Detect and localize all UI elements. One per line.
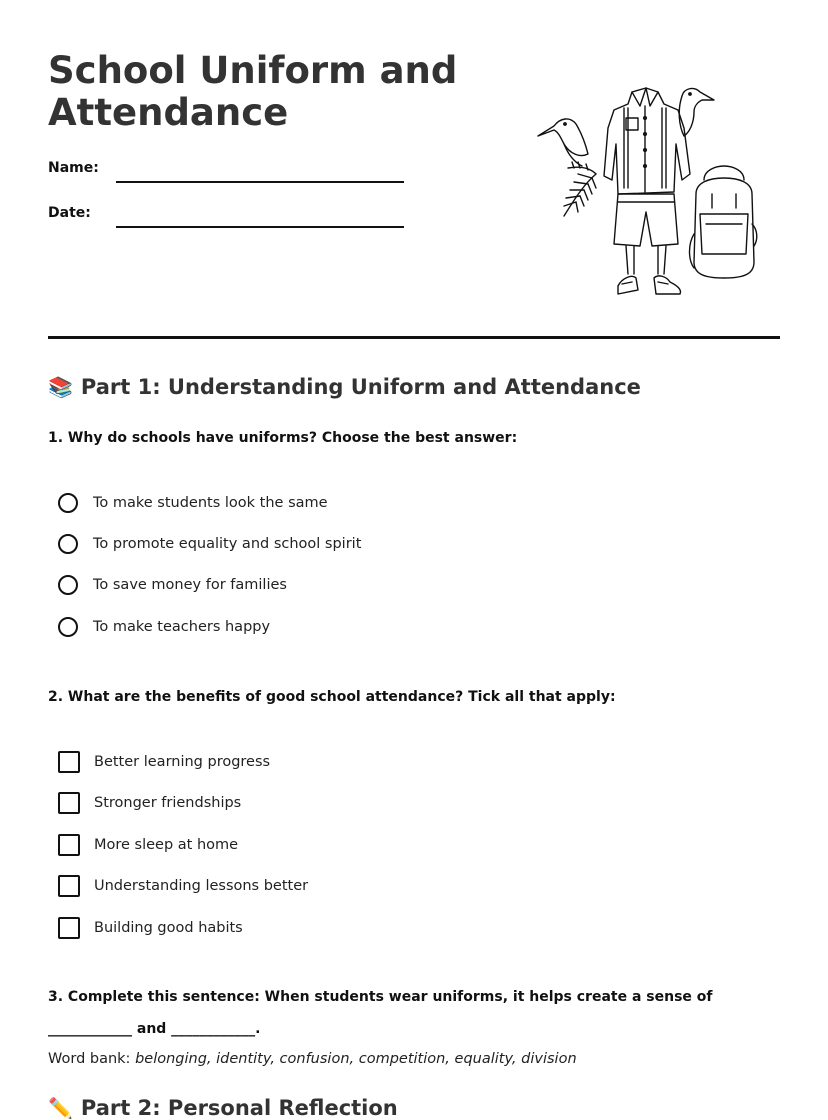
q2-option-1[interactable] [58, 750, 270, 774]
uniform-illustration [534, 84, 760, 306]
q1-option-2[interactable] [58, 532, 361, 556]
part1-heading [48, 375, 641, 399]
books-icon: 📚 [48, 375, 73, 399]
checkbox[interactable] [58, 751, 80, 773]
option-label: To save money for families [93, 577, 287, 593]
option-label: To promote equality and school spirit [93, 536, 362, 552]
q1-option-4[interactable] [58, 615, 270, 639]
option-label: To make teachers happy [93, 619, 271, 635]
pencil-icon: ✏️ [48, 1096, 73, 1120]
radio-button[interactable] [58, 575, 78, 595]
word-bank-label: Word bank: [48, 1051, 131, 1067]
q2-option-5[interactable] [58, 916, 243, 940]
option-label: Better learning progress [94, 754, 271, 770]
option-label: Understanding lessons better [94, 878, 309, 894]
q2-option-3[interactable] [58, 833, 238, 857]
divider [48, 336, 780, 339]
date-field[interactable] [116, 226, 404, 228]
question-3: 3. Complete this sentence: When students wear uniforms, it helps create a sense of ____________ and ____________. [48, 989, 713, 1037]
radio-button[interactable] [58, 534, 78, 554]
checkbox[interactable] [58, 792, 80, 814]
question-1: 1. Why do schools have uniforms? Choose the best answer: [48, 430, 518, 446]
part2-title: Part 2: Personal Reflection [80, 1096, 398, 1120]
radio-button[interactable] [58, 493, 78, 513]
shirt-icon [604, 88, 690, 194]
option-label: More sleep at home [94, 837, 239, 853]
name-field[interactable] [116, 181, 404, 183]
page-title: School Uniform and Attendance [48, 49, 458, 134]
bird-icon [538, 119, 588, 166]
q1-option-3[interactable] [58, 573, 287, 597]
shorts-icon [614, 194, 678, 246]
fern-icon [564, 162, 596, 216]
checkbox[interactable] [58, 917, 80, 939]
shoes-icon [618, 246, 681, 294]
option-label: To make students look the same [93, 495, 328, 511]
part2-heading [48, 1096, 398, 1120]
q2-option-4[interactable] [58, 874, 308, 898]
question-2: 2. What are the benefits of good school attendance? Tick all that apply: [48, 689, 616, 705]
checkbox[interactable] [58, 834, 80, 856]
word-bank [48, 1051, 577, 1067]
q2-option-2[interactable] [58, 791, 241, 815]
q1-option-1[interactable] [58, 491, 328, 515]
checkbox[interactable] [58, 875, 80, 897]
option-label: Building good habits [94, 920, 243, 936]
date-label: Date: [48, 205, 91, 221]
option-label: Stronger friendships [94, 795, 242, 811]
word-bank-words: belonging, identity, confusion, competition, equality, division [135, 1051, 577, 1067]
name-label: Name: [48, 160, 99, 176]
radio-button[interactable] [58, 617, 78, 637]
backpack-icon [690, 166, 757, 278]
part1-title: Part 1: Understanding Uniform and Attendance [80, 375, 641, 399]
